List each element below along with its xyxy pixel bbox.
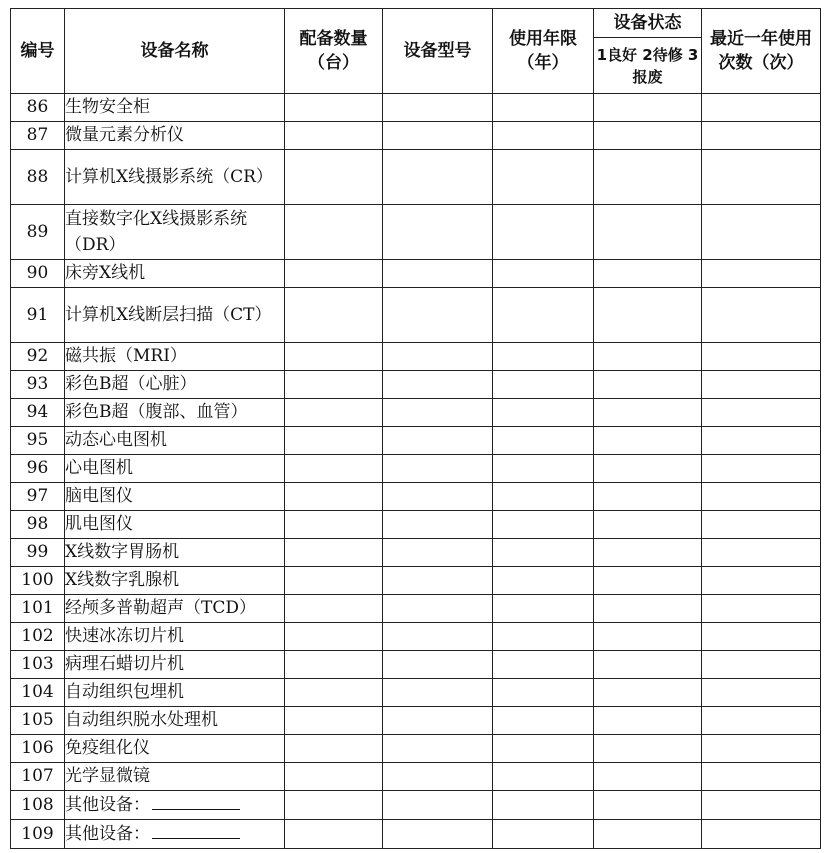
usage-cell[interactable] bbox=[702, 399, 821, 427]
table-row bbox=[11, 539, 821, 567]
years-cell[interactable] bbox=[493, 595, 594, 623]
usage-cell[interactable] bbox=[702, 735, 821, 763]
header-quantity: 配备数量（台） bbox=[285, 9, 383, 94]
device-name: 光学显微镜 bbox=[65, 766, 150, 786]
device-name: 心电图机 bbox=[65, 458, 133, 478]
device-name: 脑电图仪 bbox=[65, 486, 133, 506]
model-cell[interactable] bbox=[383, 94, 493, 122]
device-name-cell bbox=[65, 371, 285, 399]
usage-cell[interactable] bbox=[702, 595, 821, 623]
row-number: 88 bbox=[11, 150, 65, 205]
status-cell[interactable] bbox=[594, 735, 702, 763]
status-cell[interactable] bbox=[594, 820, 702, 849]
model-cell[interactable] bbox=[383, 735, 493, 763]
quantity-cell[interactable] bbox=[285, 735, 383, 763]
years-cell[interactable] bbox=[493, 122, 594, 150]
quantity-cell[interactable] bbox=[285, 651, 383, 679]
header-usage: 最近一年使用次数（次） bbox=[702, 9, 821, 94]
years-cell[interactable] bbox=[493, 820, 594, 849]
years-cell[interactable] bbox=[493, 399, 594, 427]
header-years: 使用年限（年） bbox=[493, 9, 594, 94]
model-cell[interactable] bbox=[383, 651, 493, 679]
row-number: 92 bbox=[11, 343, 65, 371]
model-cell[interactable] bbox=[383, 820, 493, 849]
table-row bbox=[11, 205, 821, 260]
device-name: 免疫组化仪 bbox=[65, 738, 150, 758]
model-cell[interactable] bbox=[383, 122, 493, 150]
device-name: 动态心电图机 bbox=[65, 430, 167, 450]
quantity-cell[interactable] bbox=[285, 791, 383, 820]
years-cell[interactable] bbox=[493, 483, 594, 511]
row-number: 90 bbox=[11, 260, 65, 288]
device-name-cell bbox=[65, 707, 285, 735]
device-name: 快速冰冻切片机 bbox=[65, 626, 184, 646]
table-row bbox=[11, 820, 821, 849]
years-cell[interactable] bbox=[493, 455, 594, 483]
device-name-cell bbox=[65, 651, 285, 679]
device-name: 经颅多普勒超声（TCD） bbox=[65, 598, 256, 618]
usage-cell[interactable] bbox=[702, 707, 821, 735]
years-cell[interactable] bbox=[493, 150, 594, 205]
usage-cell[interactable] bbox=[702, 455, 821, 483]
table-row bbox=[11, 260, 821, 288]
usage-cell[interactable] bbox=[702, 150, 821, 205]
quantity-cell[interactable] bbox=[285, 455, 383, 483]
table-row bbox=[11, 791, 821, 820]
device-name-cell bbox=[65, 735, 285, 763]
table-row bbox=[11, 595, 821, 623]
model-cell[interactable] bbox=[383, 567, 493, 595]
years-cell[interactable] bbox=[493, 623, 594, 651]
quantity-cell[interactable] bbox=[285, 205, 383, 260]
device-name: 磁共振（MRI） bbox=[65, 346, 187, 366]
usage-cell[interactable] bbox=[702, 483, 821, 511]
years-cell[interactable] bbox=[493, 288, 594, 343]
usage-cell[interactable] bbox=[702, 623, 821, 651]
device-name: 自动组织包埋机 bbox=[65, 682, 184, 702]
row-number: 97 bbox=[11, 483, 65, 511]
model-cell[interactable] bbox=[383, 260, 493, 288]
row-number: 104 bbox=[11, 679, 65, 707]
quantity-cell[interactable] bbox=[285, 260, 383, 288]
status-cell[interactable] bbox=[594, 651, 702, 679]
status-cell[interactable] bbox=[594, 567, 702, 595]
device-name-cell bbox=[65, 260, 285, 288]
usage-cell[interactable] bbox=[702, 679, 821, 707]
quantity-cell[interactable] bbox=[285, 94, 383, 122]
row-number: 100 bbox=[11, 567, 65, 595]
status-cell[interactable] bbox=[594, 595, 702, 623]
model-cell[interactable] bbox=[383, 595, 493, 623]
model-cell[interactable] bbox=[383, 343, 493, 371]
years-cell[interactable] bbox=[493, 651, 594, 679]
usage-cell[interactable] bbox=[702, 427, 821, 455]
quantity-cell[interactable] bbox=[285, 623, 383, 651]
years-cell[interactable] bbox=[493, 371, 594, 399]
device-name-cell bbox=[65, 427, 285, 455]
header-model: 设备型号 bbox=[383, 9, 493, 94]
usage-cell[interactable] bbox=[702, 511, 821, 539]
table-row bbox=[11, 150, 821, 205]
status-cell[interactable] bbox=[594, 371, 702, 399]
device-name-cell bbox=[65, 623, 285, 651]
table-row bbox=[11, 623, 821, 651]
years-cell[interactable] bbox=[493, 427, 594, 455]
device-name: 生物安全柜 bbox=[65, 97, 150, 117]
status-cell[interactable] bbox=[594, 288, 702, 343]
model-cell[interactable] bbox=[383, 791, 493, 820]
device-name-cell bbox=[65, 122, 285, 150]
row-number: 94 bbox=[11, 399, 65, 427]
device-name: 肌电图仪 bbox=[65, 514, 133, 534]
header-status-legend: 1良好 2待修 3报废 bbox=[594, 38, 702, 94]
device-name-cell bbox=[65, 150, 285, 205]
model-cell[interactable] bbox=[383, 707, 493, 735]
model-cell[interactable] bbox=[383, 623, 493, 651]
device-name: 计算机X线断层扫描（CT） bbox=[65, 305, 272, 325]
usage-cell[interactable] bbox=[702, 567, 821, 595]
model-cell[interactable] bbox=[383, 150, 493, 205]
usage-cell[interactable] bbox=[702, 651, 821, 679]
fill-in-blank[interactable] bbox=[152, 791, 240, 810]
quantity-cell[interactable] bbox=[285, 288, 383, 343]
status-cell[interactable] bbox=[594, 707, 702, 735]
table-row bbox=[11, 122, 821, 150]
device-name-cell bbox=[65, 399, 285, 427]
usage-cell[interactable] bbox=[702, 763, 821, 791]
quantity-cell[interactable] bbox=[285, 595, 383, 623]
usage-cell[interactable] bbox=[702, 94, 821, 122]
device-name-cell bbox=[65, 820, 285, 849]
usage-cell[interactable] bbox=[702, 122, 821, 150]
table-row bbox=[11, 371, 821, 399]
table-row bbox=[11, 288, 821, 343]
quantity-cell[interactable] bbox=[285, 763, 383, 791]
table-row bbox=[11, 567, 821, 595]
device-name-cell bbox=[65, 763, 285, 791]
table-row bbox=[11, 511, 821, 539]
status-cell[interactable] bbox=[594, 260, 702, 288]
row-number: 86 bbox=[11, 94, 65, 122]
model-cell[interactable] bbox=[383, 483, 493, 511]
row-number: 103 bbox=[11, 651, 65, 679]
header-name: 设备名称 bbox=[65, 9, 285, 94]
header-status: 设备状态 bbox=[594, 9, 702, 38]
quantity-cell[interactable] bbox=[285, 511, 383, 539]
table-body bbox=[11, 94, 821, 849]
quantity-cell[interactable] bbox=[285, 122, 383, 150]
usage-cell[interactable] bbox=[702, 260, 821, 288]
usage-cell[interactable] bbox=[702, 343, 821, 371]
device-name: 彩色B超（心脏） bbox=[65, 374, 197, 394]
table-row bbox=[11, 455, 821, 483]
row-number: 106 bbox=[11, 735, 65, 763]
years-cell[interactable] bbox=[493, 539, 594, 567]
model-cell[interactable] bbox=[383, 679, 493, 707]
row-number: 87 bbox=[11, 122, 65, 150]
row-number: 109 bbox=[11, 820, 65, 849]
table-row bbox=[11, 763, 821, 791]
model-cell[interactable] bbox=[383, 399, 493, 427]
row-number: 96 bbox=[11, 455, 65, 483]
status-cell[interactable] bbox=[594, 455, 702, 483]
row-number: 107 bbox=[11, 763, 65, 791]
header-row bbox=[11, 9, 821, 38]
status-cell[interactable] bbox=[594, 399, 702, 427]
table-row bbox=[11, 94, 821, 122]
usage-cell[interactable] bbox=[702, 820, 821, 849]
table-row bbox=[11, 343, 821, 371]
row-number: 89 bbox=[11, 205, 65, 260]
table-row bbox=[11, 483, 821, 511]
device-name-cell bbox=[65, 455, 285, 483]
table-row bbox=[11, 399, 821, 427]
status-cell[interactable] bbox=[594, 205, 702, 260]
years-cell[interactable] bbox=[493, 763, 594, 791]
years-cell[interactable] bbox=[493, 205, 594, 260]
quantity-cell[interactable] bbox=[285, 343, 383, 371]
row-number: 99 bbox=[11, 539, 65, 567]
row-number: 98 bbox=[11, 511, 65, 539]
quantity-cell[interactable] bbox=[285, 483, 383, 511]
years-cell[interactable] bbox=[493, 707, 594, 735]
years-cell[interactable] bbox=[493, 567, 594, 595]
years-cell[interactable] bbox=[493, 735, 594, 763]
model-cell[interactable] bbox=[383, 205, 493, 260]
usage-cell[interactable] bbox=[702, 371, 821, 399]
table-row bbox=[11, 707, 821, 735]
row-number: 91 bbox=[11, 288, 65, 343]
device-name: 其他设备： bbox=[65, 795, 150, 815]
device-name-cell bbox=[65, 511, 285, 539]
model-cell[interactable] bbox=[383, 288, 493, 343]
table-row bbox=[11, 427, 821, 455]
quantity-cell[interactable] bbox=[285, 679, 383, 707]
row-number: 95 bbox=[11, 427, 65, 455]
table-row bbox=[11, 735, 821, 763]
quantity-cell[interactable] bbox=[285, 539, 383, 567]
device-name-cell bbox=[65, 791, 285, 820]
row-number: 93 bbox=[11, 371, 65, 399]
quantity-cell[interactable] bbox=[285, 820, 383, 849]
status-cell[interactable] bbox=[594, 791, 702, 820]
years-cell[interactable] bbox=[493, 511, 594, 539]
status-cell[interactable] bbox=[594, 122, 702, 150]
device-name-cell bbox=[65, 679, 285, 707]
years-cell[interactable] bbox=[493, 679, 594, 707]
usage-cell[interactable] bbox=[702, 539, 821, 567]
status-cell[interactable] bbox=[594, 623, 702, 651]
years-cell[interactable] bbox=[493, 94, 594, 122]
model-cell[interactable] bbox=[383, 763, 493, 791]
device-name-cell bbox=[65, 567, 285, 595]
device-name: 其他设备： bbox=[65, 824, 150, 844]
fill-in-blank[interactable] bbox=[152, 820, 240, 839]
device-name-cell bbox=[65, 343, 285, 371]
device-name: 自动组织脱水处理机 bbox=[65, 710, 218, 730]
usage-cell[interactable] bbox=[702, 791, 821, 820]
row-number: 105 bbox=[11, 707, 65, 735]
table-row bbox=[11, 679, 821, 707]
model-cell[interactable] bbox=[383, 371, 493, 399]
device-name: X线数字乳腺机 bbox=[65, 570, 180, 590]
device-name-cell bbox=[65, 288, 285, 343]
status-cell[interactable] bbox=[594, 539, 702, 567]
quantity-cell[interactable] bbox=[285, 371, 383, 399]
device-name-cell bbox=[65, 94, 285, 122]
usage-cell[interactable] bbox=[702, 288, 821, 343]
quantity-cell[interactable] bbox=[285, 150, 383, 205]
years-cell[interactable] bbox=[493, 343, 594, 371]
model-cell[interactable] bbox=[383, 511, 493, 539]
row-number: 101 bbox=[11, 595, 65, 623]
table-row bbox=[11, 651, 821, 679]
device-name-cell bbox=[65, 205, 285, 260]
model-cell[interactable] bbox=[383, 539, 493, 567]
device-name-cell bbox=[65, 595, 285, 623]
status-cell[interactable] bbox=[594, 150, 702, 205]
usage-cell[interactable] bbox=[702, 205, 821, 260]
quantity-cell[interactable] bbox=[285, 707, 383, 735]
row-number: 102 bbox=[11, 623, 65, 651]
quantity-cell[interactable] bbox=[285, 427, 383, 455]
years-cell[interactable] bbox=[493, 791, 594, 820]
device-name: 计算机X线摄影系统（CR） bbox=[65, 167, 273, 187]
years-cell[interactable] bbox=[493, 260, 594, 288]
row-number: 108 bbox=[11, 791, 65, 820]
device-name-cell bbox=[65, 539, 285, 567]
model-cell[interactable] bbox=[383, 455, 493, 483]
quantity-cell[interactable] bbox=[285, 399, 383, 427]
device-name-cell bbox=[65, 483, 285, 511]
device-name: 微量元素分析仪 bbox=[65, 125, 184, 145]
device-name: 彩色B超（腹部、血管） bbox=[65, 402, 248, 422]
device-name: 床旁X线机 bbox=[65, 263, 146, 283]
header-number: 编号 bbox=[11, 9, 65, 94]
device-name: 直接数字化X线摄影系统（DR） bbox=[65, 209, 248, 255]
status-cell[interactable] bbox=[594, 483, 702, 511]
equipment-table bbox=[10, 8, 821, 849]
device-name: 病理石蜡切片机 bbox=[65, 654, 184, 674]
status-cell[interactable] bbox=[594, 763, 702, 791]
status-cell[interactable] bbox=[594, 427, 702, 455]
status-cell[interactable] bbox=[594, 511, 702, 539]
status-cell[interactable] bbox=[594, 679, 702, 707]
status-cell[interactable] bbox=[594, 94, 702, 122]
status-cell[interactable] bbox=[594, 343, 702, 371]
device-name: X线数字胃肠机 bbox=[65, 542, 180, 562]
model-cell[interactable] bbox=[383, 427, 493, 455]
quantity-cell[interactable] bbox=[285, 567, 383, 595]
